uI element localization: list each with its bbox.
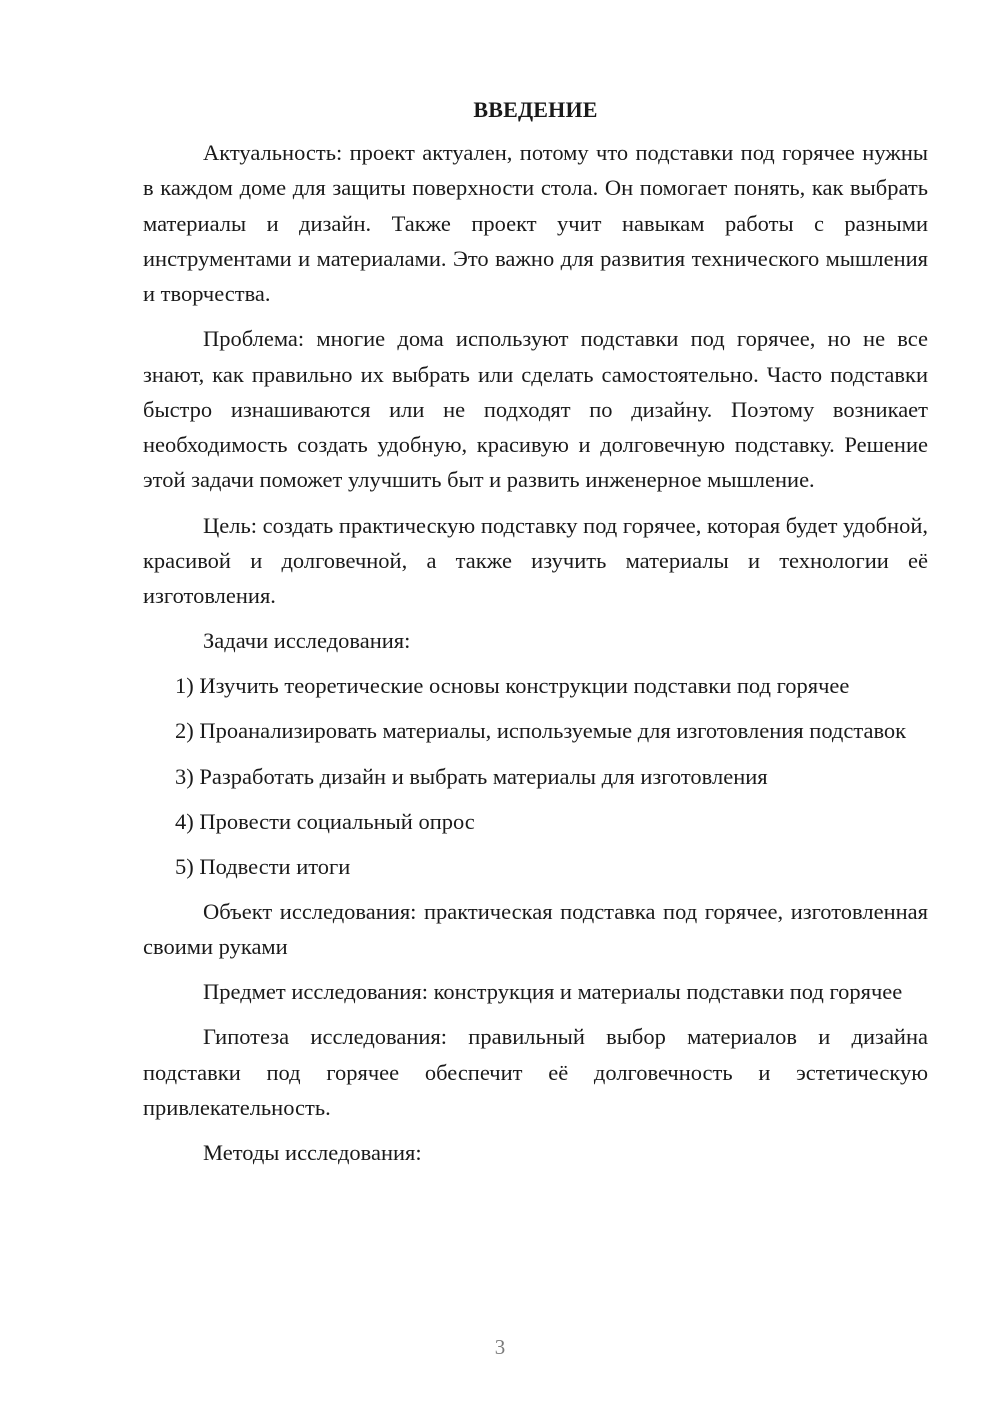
tasks-heading: Задачи исследования: [203, 628, 411, 654]
list-item: 5) Подвести итоги [175, 853, 351, 879]
paragraph-goal: Цель: создать практическую подставку под горячее, которая будет удобной, красивой и долговечной, а также изучить материалы и технологии её изготовления. [143, 512, 928, 609]
paragraph-relevance: Актуальность: проект актуален, потому что подставки под горячее нужны в каждом доме для защиты поверхности стола. Он помогает понять, как выбрать материалы и дизайн. Также проект учит навыкам работы с разными инструментами и материалами. Это важно для развития технического мышления и творчества. [143, 140, 928, 307]
document-page [143, 92, 928, 1180]
list-item: 1) Изучить теоретические основы конструкции подставки под горячее [175, 673, 850, 699]
page-title: ВВЕДЕНИЕ [473, 97, 598, 122]
page-number: 3 [494, 1335, 506, 1359]
methods-heading: Методы исследования: [203, 1139, 422, 1165]
paragraph-problem: Проблема: многие дома используют подставки под горячее, но не все знают, как правильно их выбрать или сделать самостоятельно. Часто подставки быстро изнашиваются или не подходят по дизайну. Поэтому возникает необходимость создать удобную, красивую и долговечную подставку. Решение этой задачи поможет улучшить быт и развить инженерное мышление. [143, 326, 928, 493]
paragraph-subject: Предмет исследования: конструкция и материалы подставки под горячее [203, 979, 903, 1005]
list-item: 3) Разработать дизайн и выбрать материалы для изготовления [175, 763, 768, 789]
list-item: 4) Провести социальный опрос [175, 808, 475, 834]
paragraph-hypothesis: Гипотеза исследования: правильный выбор материалов и дизайна подставки под горячее обеспечит её долговечность и эстетическую привлекательность. [143, 1024, 928, 1120]
list-item: 2) Проанализировать материалы, используемые для изготовления подставок [175, 718, 907, 744]
paragraph-object: Объект исследования: практическая подставка под горячее, изготовленная своими руками [143, 898, 928, 960]
tasks-list [143, 668, 928, 884]
